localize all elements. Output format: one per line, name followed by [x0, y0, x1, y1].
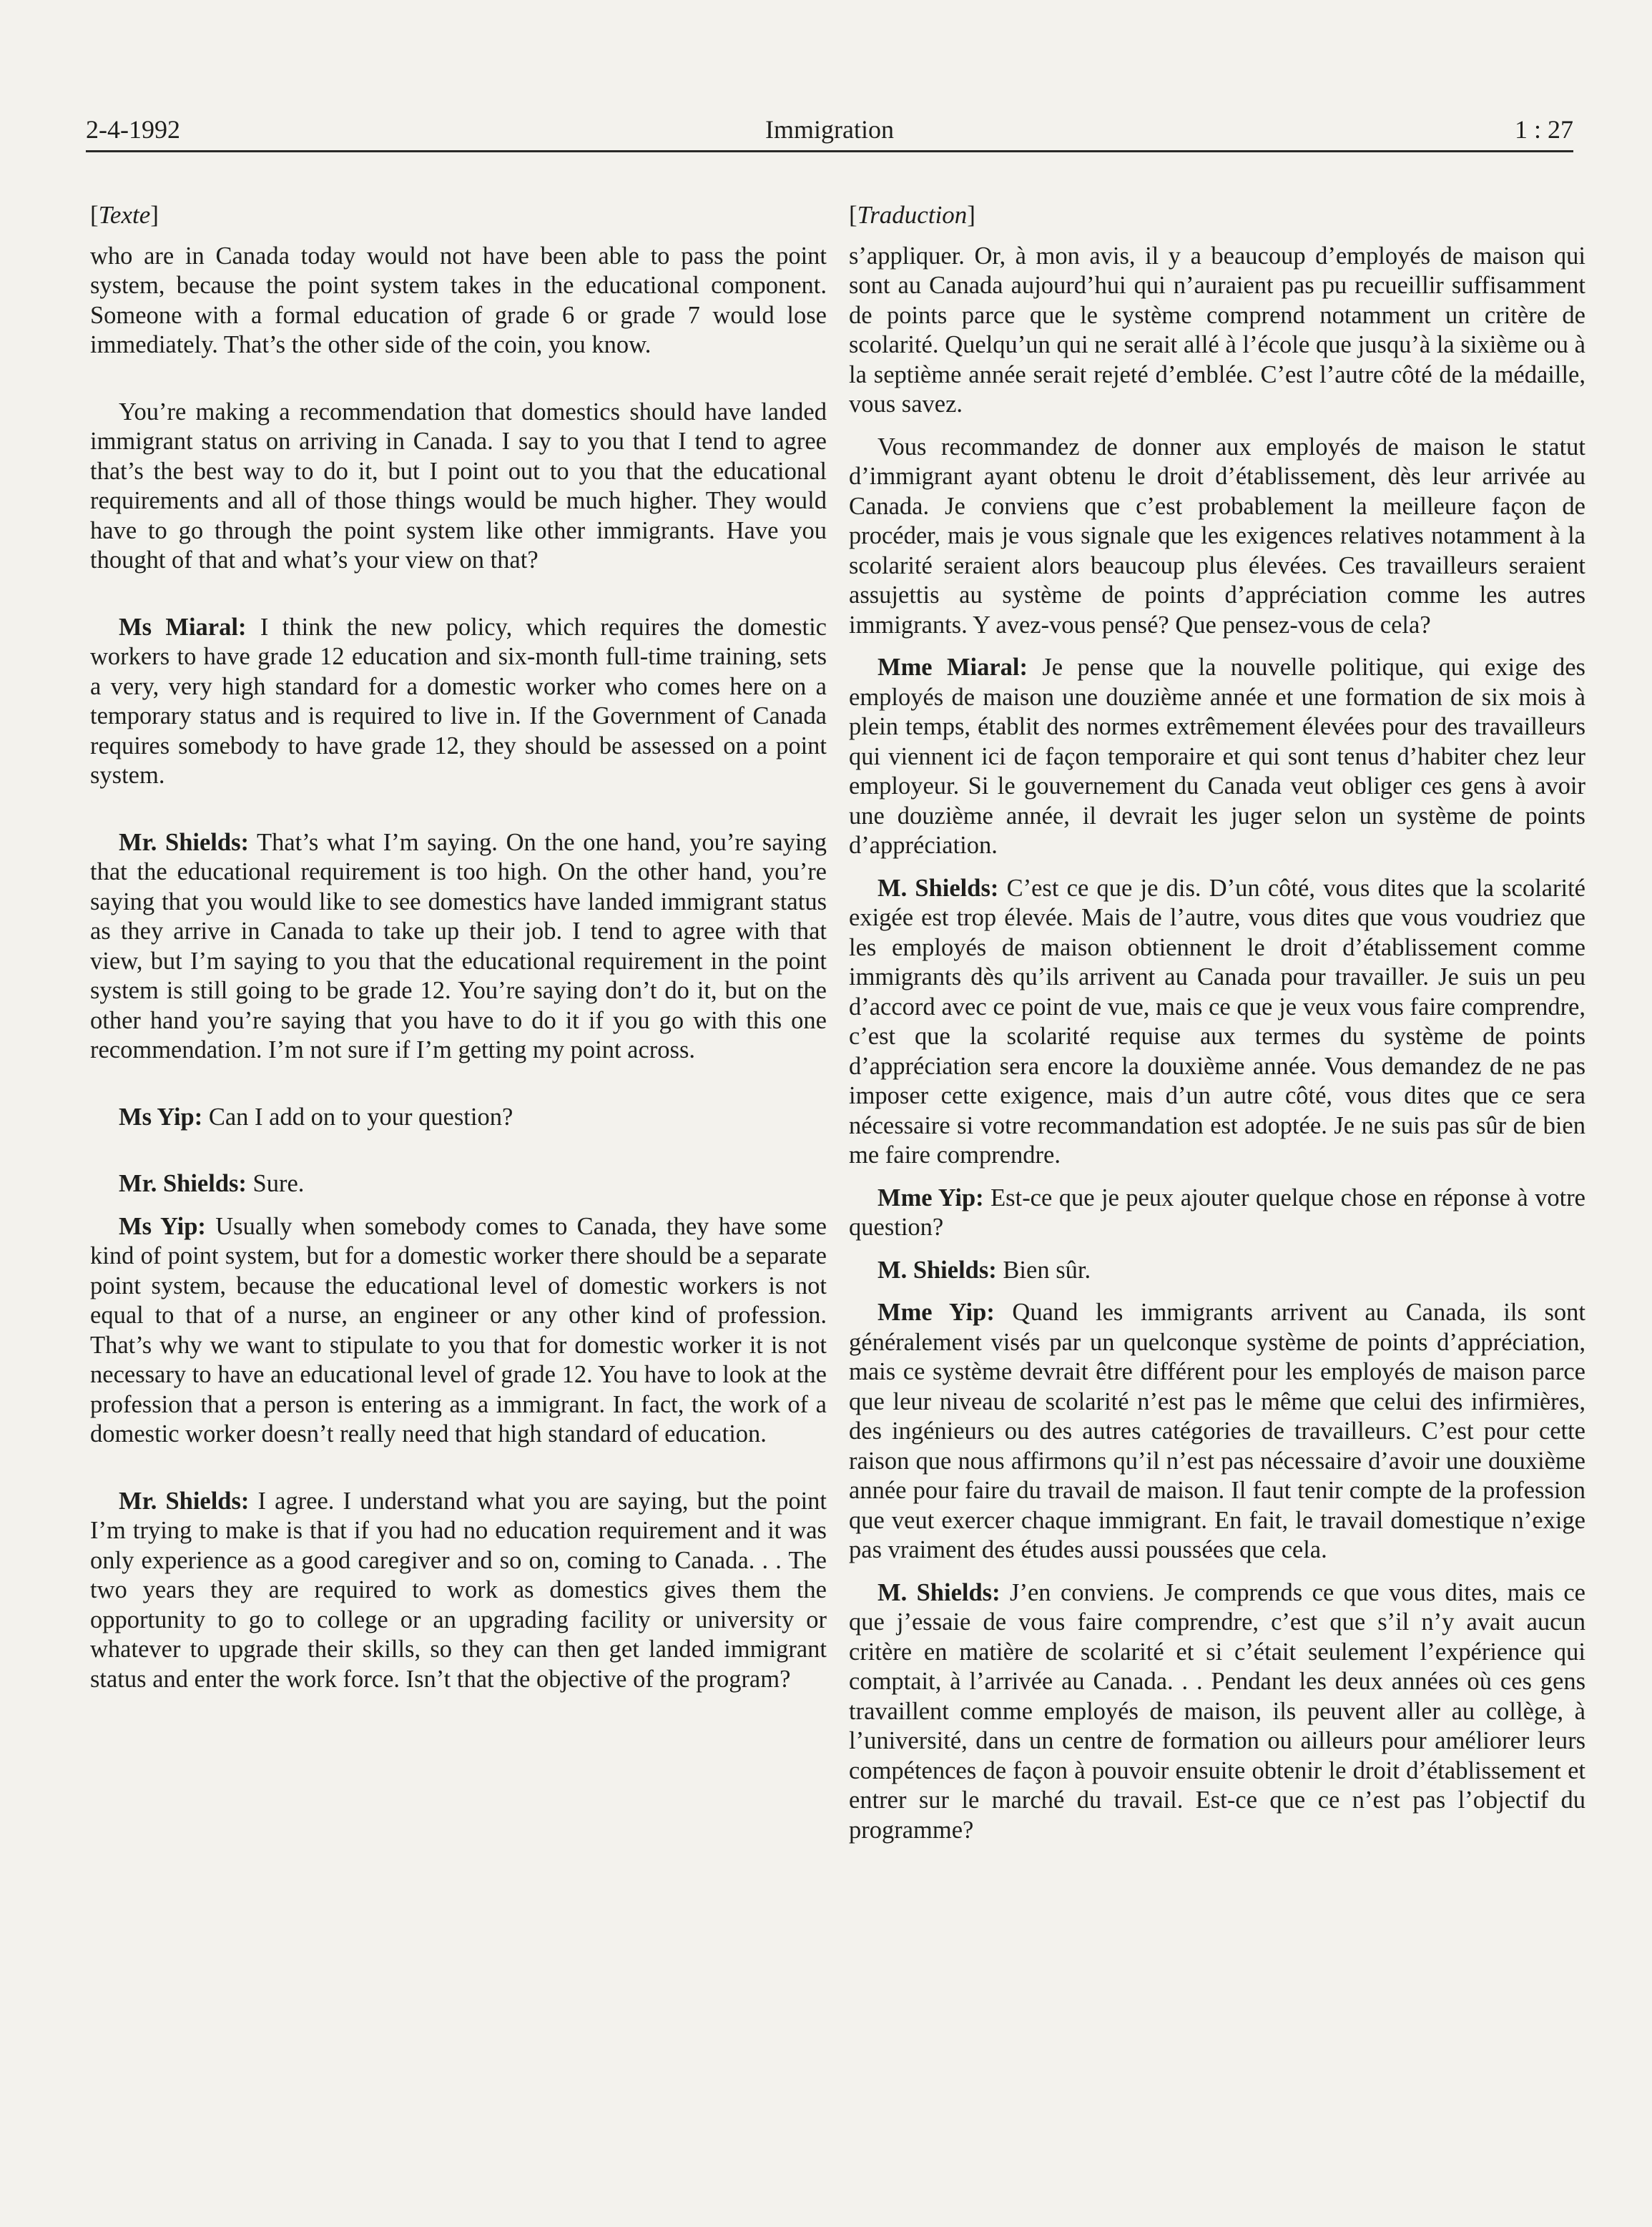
speaker-name: Mr. Shields:	[119, 1487, 250, 1515]
paragraph	[849, 433, 1585, 641]
speaker-name: Mr. Shields:	[119, 1170, 247, 1197]
paragraph	[849, 874, 1585, 1171]
speaker-name: M. Shields:	[877, 1256, 997, 1284]
speaker-name: Mme Yip:	[877, 1184, 984, 1211]
paragraph-text: You’re making a recommendation that domestics should have landed immigrant status on arriving in Canada. I say to you that I tend to agree that’s the best way to do it, but I point out to you that the educational requirements and all of those things would be much higher. They would have to go through the point system like other immigrants. Have you thought of that and what’s your view on that?	[90, 398, 827, 574]
right-column-french	[849, 200, 1585, 1858]
left-column-english	[90, 200, 827, 1707]
paragraph-text: I agree. I understand what you are saying, but the point I’m trying to make is that if you had no education requirement and it was only experience as a good caregiver and so on, coming to Canada. . . The two years they are required to work as domestics gives them the opportunity to go to college or an upgrading facility or university or whatever to upgrade their skills, so they can then get landed immigrant status and enter the work force. Isn’t that the objective of the program?	[90, 1487, 827, 1693]
paragraph	[90, 613, 827, 791]
paragraph	[90, 1487, 827, 1695]
paragraph	[90, 828, 827, 1066]
paragraph	[90, 1103, 827, 1133]
header-title: Immigration	[765, 115, 894, 144]
paragraph-text: Vous recommandez de donner aux employés de maison le statut d’immigrant ayant obtenu le droit d’établissement, dès leur arrivée au Canada. Je conviens que c’est probablement la meilleure façon de procéder, mais je vous signale que les exigences relatives notamment à la scolarité seraient alors beaucoup plus élevées. Ces travailleurs seraient assujettis au système de points d’appréciation comme les autres immigrants. Y avez-vous pensé? Que pensez-vous de cela?	[849, 433, 1585, 639]
paragraph	[849, 1184, 1585, 1243]
paragraph-text: I think the new policy, which requires the domestic workers to have grade 12 education and six-month full-time training, sets a very, very high standard for a domestic worker who comes here on a temporary status and is required to live in. If the Government of Canada requires somebody to have grade 12, they should be assessed on a point system.	[90, 613, 827, 789]
column-tag-text: Texte	[98, 201, 151, 229]
speaker-name: Mme Miaral:	[877, 654, 1028, 681]
header-page-number: 1 : 27	[1514, 115, 1573, 144]
paragraph	[849, 1298, 1585, 1565]
column-tag: [Traduction]	[849, 201, 975, 229]
paragraph	[90, 1169, 827, 1199]
paragraph	[90, 242, 827, 360]
speaker-name: Ms Miaral:	[119, 613, 247, 641]
column-tag-text: Traduction	[857, 201, 968, 229]
paragraph-text: Est-ce que je peux ajouter quelque chose en réponse à votre question?	[849, 1184, 1585, 1241]
column-tag: [Texte]	[90, 201, 159, 229]
header-date: 2-4-1992	[86, 115, 180, 144]
paragraph-text: That’s what I’m saying. On the one hand, you’re saying that the educational requirement is too high. On the other hand, you’re saying that you would like to see domestics have landed immigrant status as they arrive in Canada to take up their job. I tend to agree with that view, but I’m saying to you that the educational requirement in the point system is still going to be grade 12. You’re saying don’t do it, but on the other hand you’re saying that you have to do it if you go with this one recommendation. I’m not sure if I’m getting my point across.	[90, 828, 827, 1063]
paragraph	[90, 1212, 827, 1450]
page-header	[86, 107, 1573, 152]
paragraph-text: Bien sûr.	[996, 1256, 1091, 1284]
speaker-name: Mr. Shields:	[119, 828, 249, 856]
paragraph	[849, 653, 1585, 861]
speaker-name: Ms Yip:	[119, 1212, 206, 1240]
paragraph-text: Usually when somebody comes to Canada, they have some kind of point system, but for a domestic worker there should be a separate point system, because the educational level of domestic workers is not equal to that of a nurse, an engineer or any other kind of profession. That’s why we want to stipulate to you that for domestic worker it is not necessary to have an educational level of grade 12. You have to look at the profession that a person is entering as a immigrant. In fact, the work of a domestic worker doesn’t really need that high standard of education.	[90, 1212, 827, 1447]
paragraph-text: C’est ce que je dis. D’un côté, vous dites que la scolarité exigée est trop élevée. Mais de l’autre, vous dites que vous voudriez que les employés de maison obtiennent le droit d’établissement comme immigrants dès qu’ils arrivent au Canada pour travailler. Je suis un peu d’accord avec ce point de vue, mais ce que je veux vous faire comprendre, c’est que la scolarité requise aux termes du système de points d’appréciation sera encore la douxième année. Vous demandez de ne pas imposer cette exigence, mais d’un autre côté, vous dites que ce sera nécessaire si votre recommandation est adoptée. Je ne suis pas sûr de bien me faire comprendre.	[849, 874, 1585, 1169]
paragraph	[849, 242, 1585, 420]
speaker-name: Mme Yip:	[877, 1299, 995, 1326]
paragraph-text: who are in Canada today would not have been able to pass the point system, because the point system takes in the educational component. Someone with a formal education of grade 6 or grade 7 would lose immediately. That’s the other side of the coin, you know.	[90, 242, 827, 358]
speaker-name: Ms Yip:	[119, 1103, 203, 1131]
speaker-name: M. Shields:	[877, 874, 999, 902]
paragraph-text: Je pense que la nouvelle politique, qui exige des employés de maison une douzième année et une formation de six mois à plein temps, établit des normes extrêmement élevées pour des travailleurs qui viennent ici de façon temporaire et qui sont tenus d’habiter chez leur employeur. Si le gouvernement du Canada veut obliger ces gens à avoir une douzième année, il devrait les juger selon un système de points d’appréciation.	[849, 654, 1585, 859]
paragraph	[849, 1256, 1585, 1286]
paragraph	[90, 398, 827, 576]
paragraph-text: Quand les immigrants arrivent au Canada, ils sont généralement visés par un quelconque système de points d’appréciation, mais ce système devrait être différent pour les employés de maison parce que leur niveau de scolarité n’est pas le même que celui des infirmières, des ingénieurs ou des autres catégories de travailleurs. C’est pour cette raison que nous affirmons qu’il n’est pas nécessaire d’avoir une douxième année pour faire du travail de maison. Il faut tenir compte de la profession que veut exercer chaque immigrant. En fait, le travail domestique n’exige pas vraiment des études aussi poussées que cela.	[849, 1299, 1585, 1563]
speaker-name: M. Shields:	[877, 1578, 1000, 1606]
paragraph-text: s’appliquer. Or, à mon avis, il y a beaucoup d’employés de maison qui sont au Canada aujourd’hui qui n’auraient pas pu recueillir suffisamment de points parce que le système comprend notamment un critère de scolarité. Quelqu’un qui ne serait allé à l’école que jusqu’à la sixième ou à la septième année serait rejeté d’emblée. C’est l’autre côté de la médaille, vous savez.	[849, 242, 1585, 418]
paragraph-text: J’en conviens. Je comprends ce que vous dites, mais ce que j’essaie de vous faire comprendre, c’est que s’il n’y avait aucun critère en matière de scolarité et si c’était seulement l’expérience qui comptait, à l’arrivée au Canada. . . Pendant les deux années où ces gens travaillent comme employés de maison, ils peuvent aller au collège, à l’université, dans un centre de formation ou ailleurs pour améliorer leurs compétences de façon à pouvoir ensuite obtenir le droit d’établissement et entrer sur le marché du travail. Est-ce que ce n’est pas l’objectif du programme?	[849, 1578, 1585, 1844]
paragraph	[849, 1578, 1585, 1846]
paragraph-text: Sure.	[246, 1170, 305, 1197]
paragraph-text: Can I add on to your question?	[202, 1103, 513, 1131]
